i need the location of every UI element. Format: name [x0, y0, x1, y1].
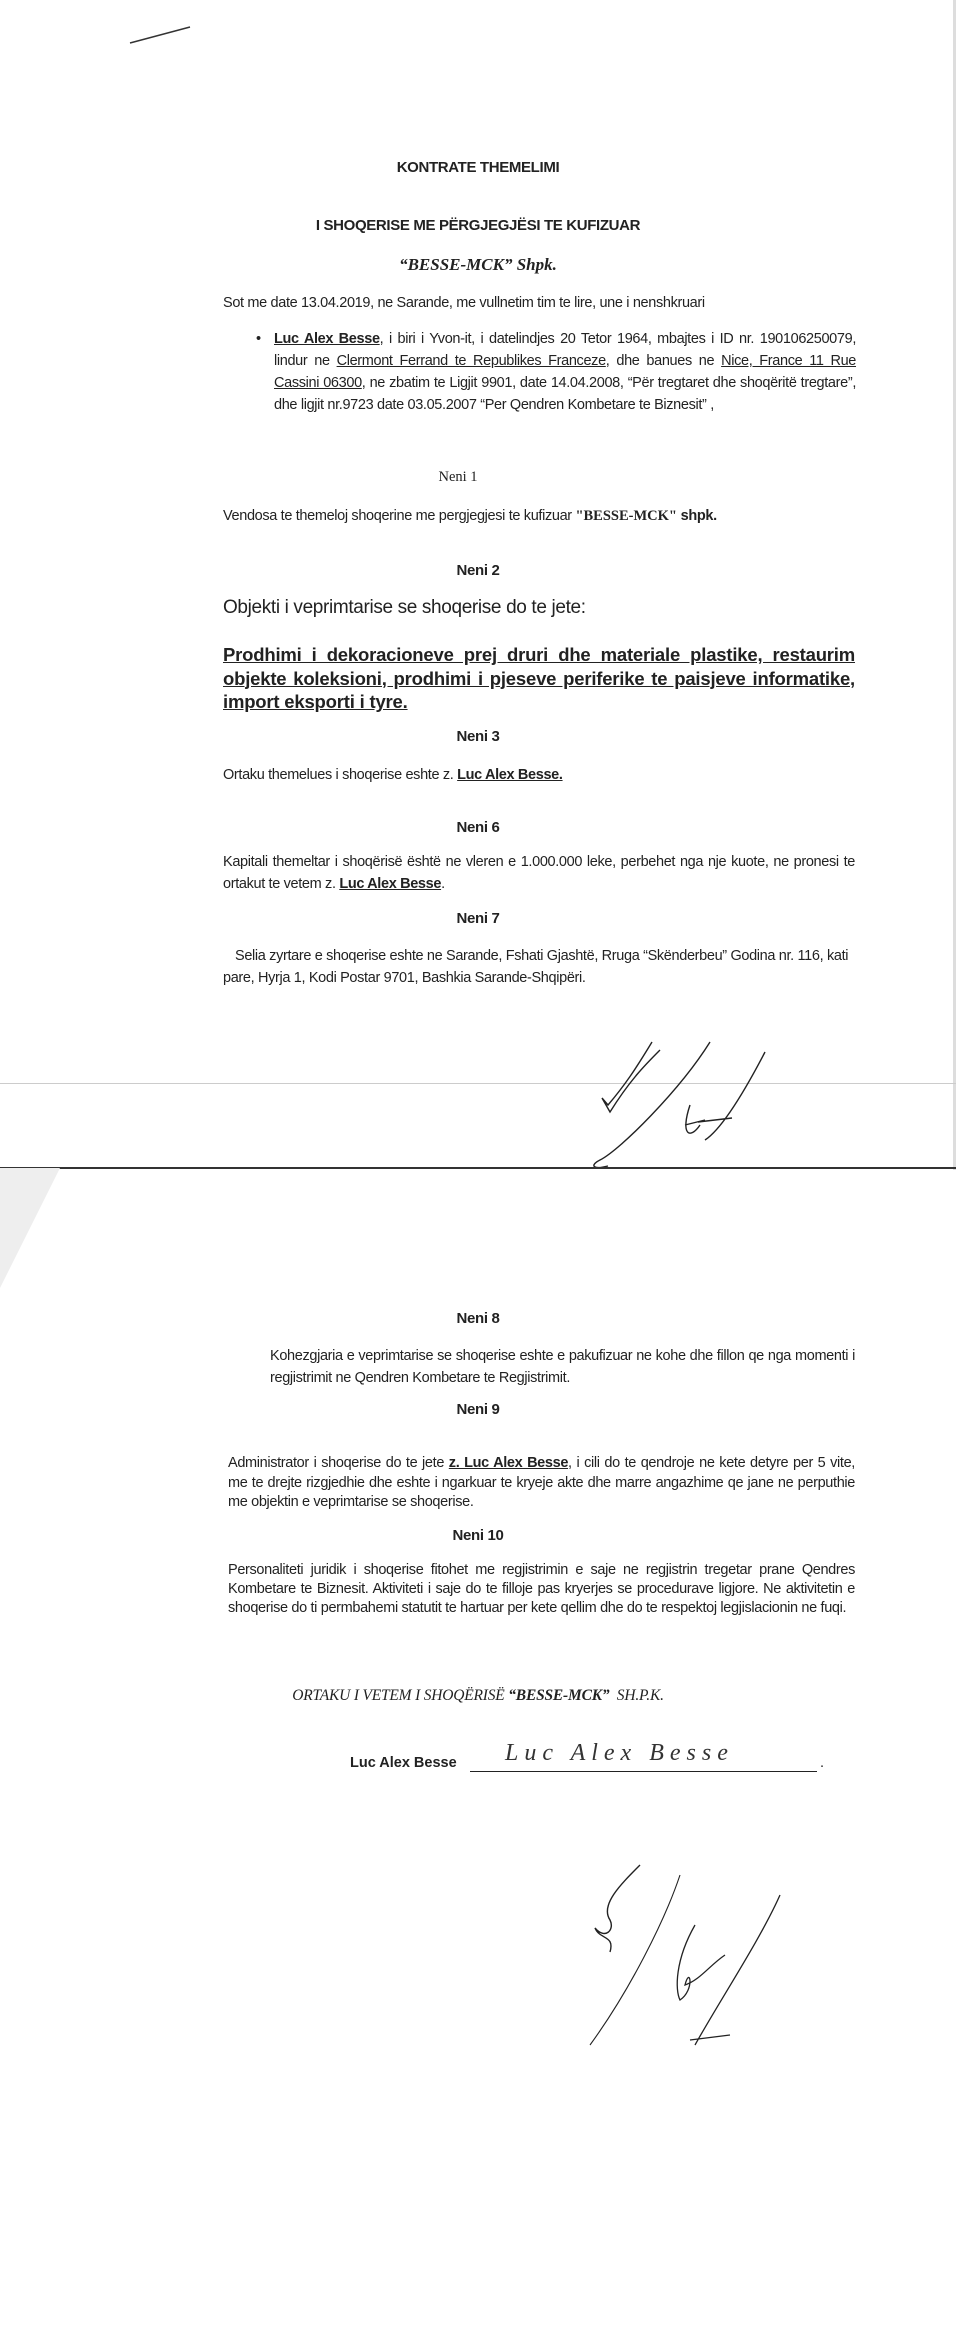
founder-birthplace: Clermont Ferrand te Republikes Franceze — [336, 353, 606, 369]
document-title: KONTRATE THEMELIMI — [396, 159, 560, 176]
article-3-name: Luc Alex Besse. — [457, 767, 563, 783]
article-3-heading: Neni 3 — [456, 728, 500, 745]
closing-company: “BESSE-MCK” — [508, 1687, 610, 1704]
article-7-heading: Neni 7 — [456, 910, 500, 927]
article-1-heading: Neni 1 — [438, 469, 478, 485]
article-1-suffix: shpk. — [676, 508, 717, 524]
article-6-name: Luc Alex Besse — [339, 876, 442, 892]
article-2-heading: Neni 2 — [456, 562, 500, 579]
sole-partner-label: ORTAKU I VETEM I SHOQËRISË — [292, 1687, 505, 1704]
article-8-heading: Neni 8 — [456, 1310, 500, 1327]
signature-page-2 — [580, 1860, 820, 2050]
handwritten-signature-name: Luc Alex Besse — [505, 1740, 734, 1766]
article-7-text: Selia zyrtare e shoqerise eshte ne Sarande, Fshati Gjashtë, Rruga “Skënderbeu” Godina nr. 116, kati pare, Hyrja 1, Kodi Postar 9701, Bashkia Sarande-Shqipëri. — [223, 948, 849, 986]
article-1-text — [223, 505, 717, 527]
signature-page-1 — [540, 1030, 800, 1170]
article-2-object: Prodhimi i dekoracioneve prej druri dhe materiale plastike, restaurim objekte koleksioni, prodhimi i pjeseve periferike te paisjeve informatike, import eksporti i tyre. — [223, 644, 855, 712]
article-6-body: Kapitali themeltar i shoqërisë është ne vleren e 1.000.000 leke, perbehet nga nje kuote, ne pronesi te ortakut te vetem z. — [223, 854, 855, 892]
pen-mark — [0, 0, 200, 60]
article-9-name: z. Luc Alex Besse — [448, 1455, 569, 1471]
article-2-text: Objekti i veprimtarise se shoqerise do te jete: — [223, 597, 586, 618]
founder-text: , i biri i Yvon-it, i datelindjes 20 Tetor 1964, mbajtes i ID nr. 190106250079, lindur ne — [274, 331, 856, 369]
intro-text: Sot me date 13.04.2019, ne Sarande, me vullnetim tim te lire, une i nenshkruari — [223, 295, 705, 311]
closing-form: SH.P.K. — [616, 1687, 664, 1704]
page-separator — [0, 1167, 956, 1169]
founder-address: Nice, France 11 Rue Cassini 06300 — [274, 353, 857, 391]
article-9-text — [228, 1454, 855, 1513]
article-10-text: Personaliteti juridik i shoqerise fitohet me regjistrimin e saje ne regjistrin tregetar prane Qendres Kombetare te Biznesit. Aktiviteti i saje do te filloje pas kryerjes se procedurave ligjore. Ne aktivitetin e shoqerise do ti permbahemi statutit te hartuar per kete qellim dhe do te respektoj legjislacionin ne fuqi. — [228, 1562, 855, 1616]
article-10-heading: Neni 10 — [452, 1527, 504, 1544]
founder-text: , ne zbatim te Ligjit 9901, date 14.04.2008, “Për tregtaret dhe shoqëritë tregtare”, dhe ligjit nr.9723 date 03.05.2007 “Per Qendren Kombetare te Biznesit” , — [274, 375, 856, 413]
article-6-text — [223, 851, 855, 895]
signer-name: Luc Alex Besse — [350, 1755, 457, 1771]
founder-paragraph — [256, 328, 857, 416]
article-3-text — [223, 764, 563, 786]
page-fold — [0, 1168, 60, 1288]
article-9-heading: Neni 9 — [456, 1401, 500, 1418]
bullet-icon: • — [256, 331, 261, 347]
sole-partner-line — [0, 1685, 956, 1707]
founder-name: Luc Alex Besse — [274, 331, 380, 347]
founder-text: , dhe banues ne — [605, 353, 722, 369]
article-6-heading: Neni 6 — [456, 819, 500, 836]
article-3-body: Ortaku themelues i shoqerise eshte z. — [223, 767, 458, 783]
company-name: “BESSE-MCK” Shpk. — [399, 255, 557, 274]
document-subtitle: I SHOQERISE ME PËRGJEGJËSI TE KUFIZUAR — [315, 217, 641, 234]
article-6-suffix: . — [441, 876, 445, 892]
article-1-company: "BESSE-MCK" — [575, 508, 677, 524]
signature-period: . — [820, 1755, 824, 1771]
article-1-body: Vendosa te themeloj shoqerine me pergjegjesi te kufizuar — [223, 508, 576, 524]
article-9-body: Administrator i shoqerise do te jete — [228, 1455, 449, 1471]
article-8-text: Kohezgjaria e veprimtarise se shoqerise eshte e pakufizuar ne kohe dhe fillon qe nga momenti i regjistrimit ne Qendren Kombetare te Regjistrimit. — [270, 1348, 855, 1386]
article-9-body: , i cili do te qendroje ne kete detyre per 5 vite, me te drejte rizgjedhie dhe eshte i ngarkuar te kryeje akte dhe marre angazhime qe jane ne perputhie me objektin e veprimtarise se shoqerise. — [228, 1455, 855, 1510]
signature-line — [470, 1771, 817, 1772]
scan-line — [0, 1083, 956, 1084]
